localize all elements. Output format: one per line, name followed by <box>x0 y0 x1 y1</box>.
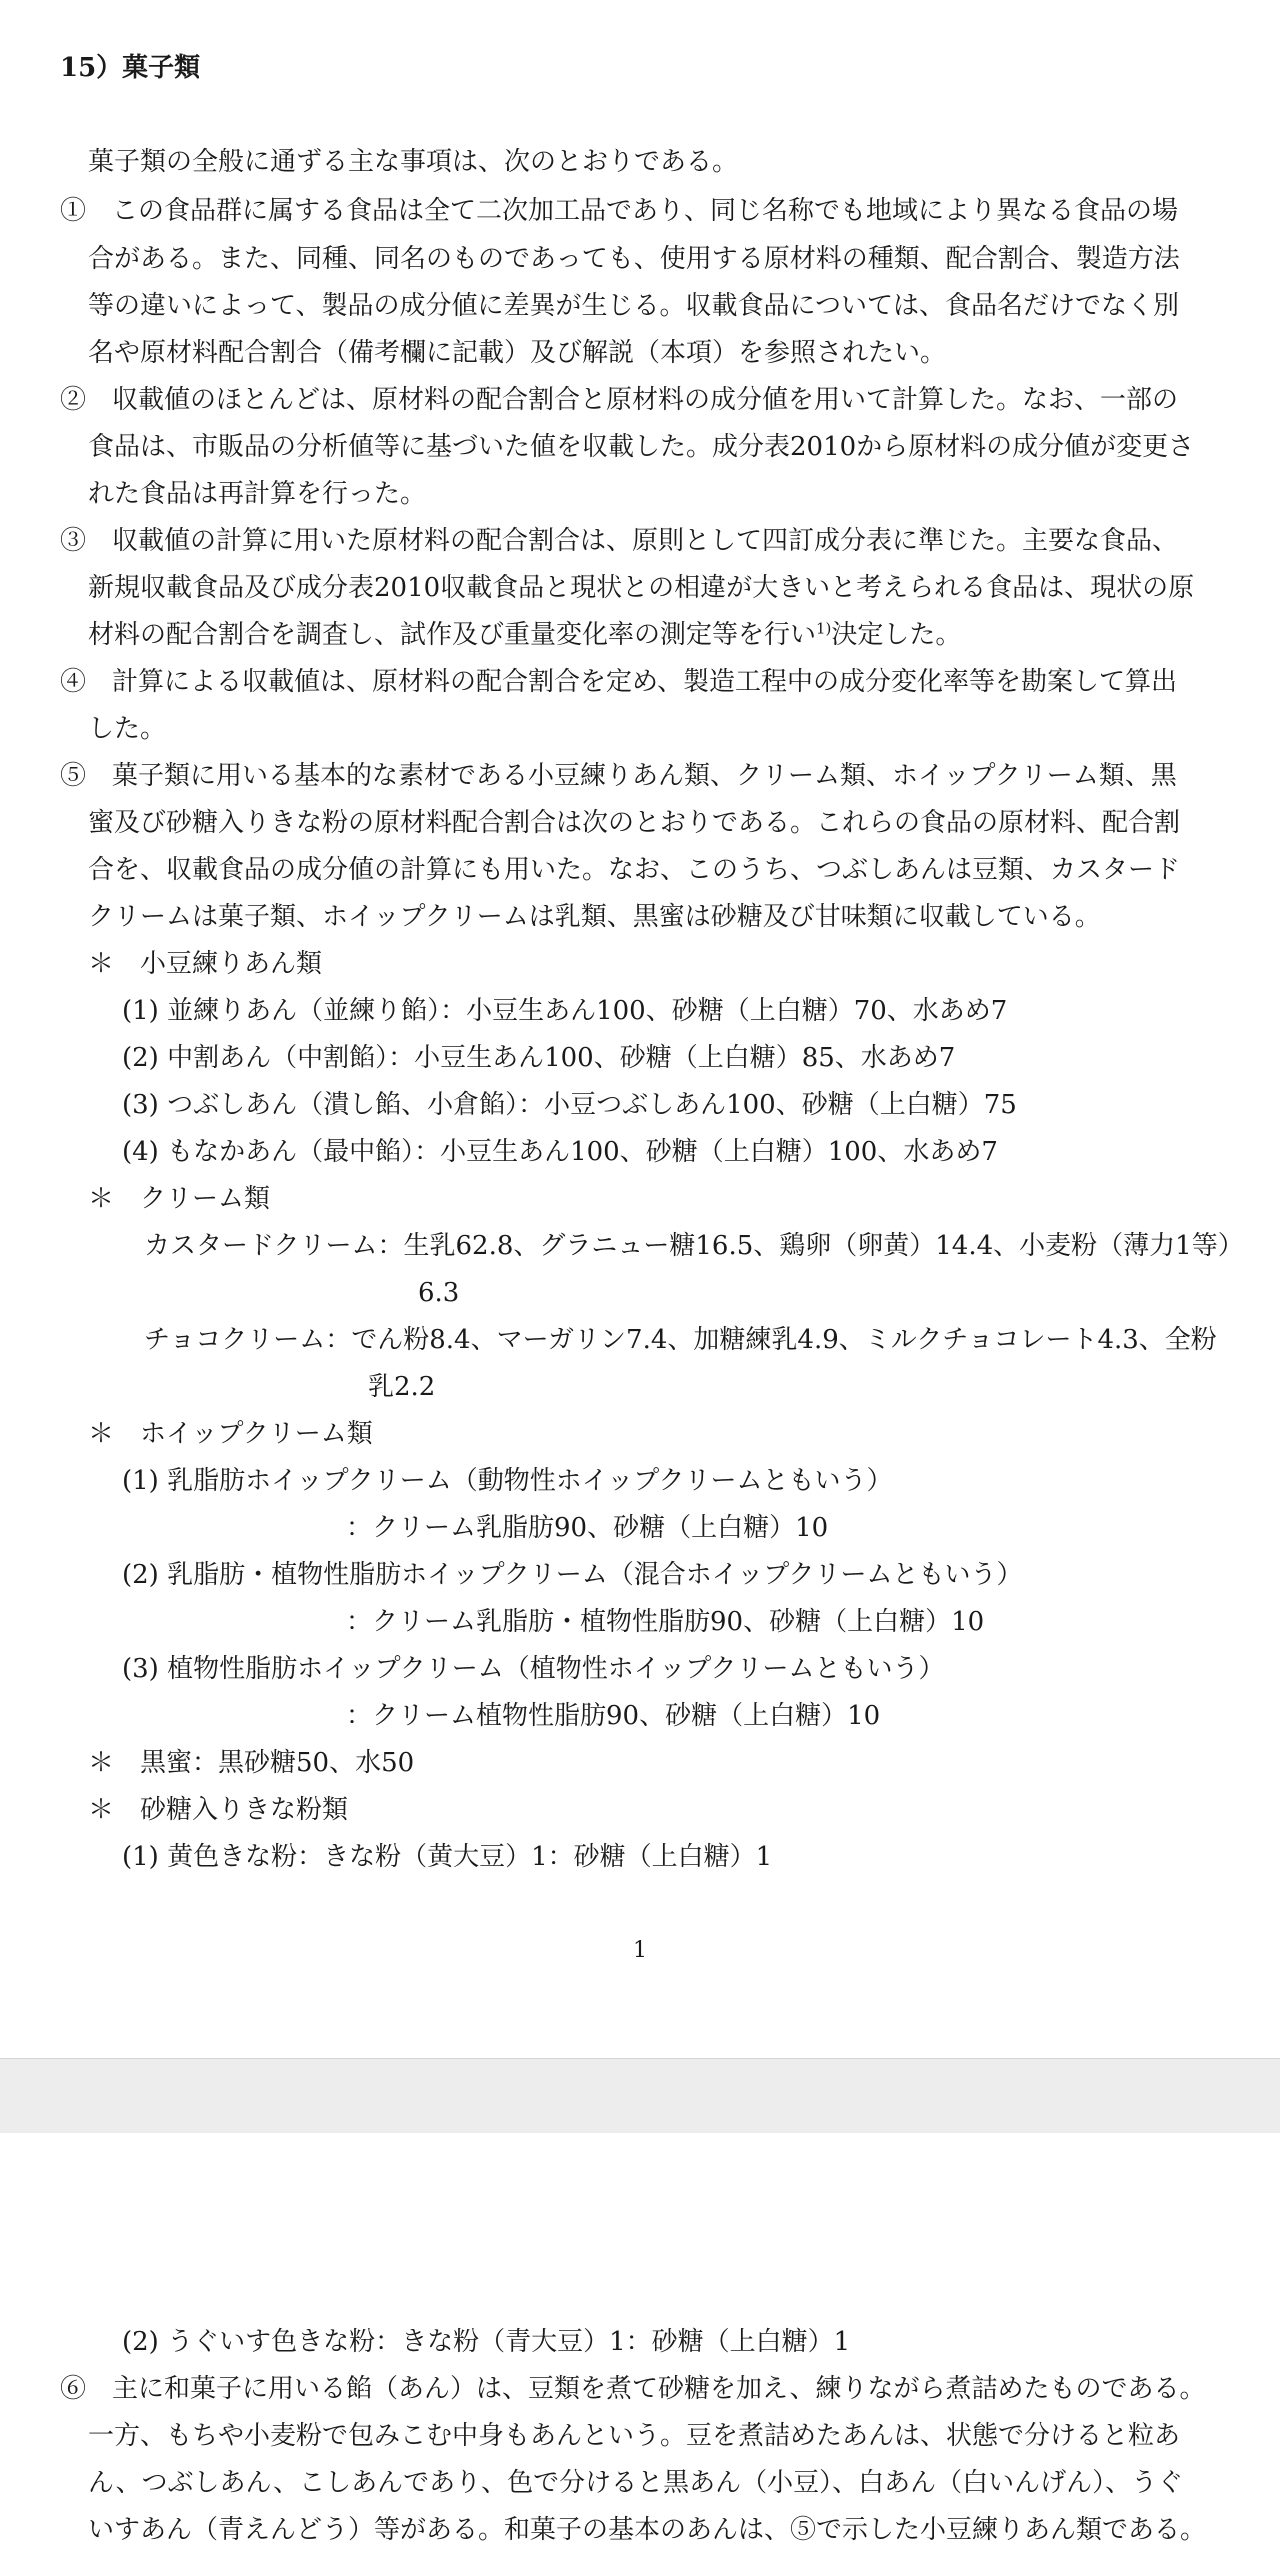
item-3-line-1: ③ 収載値の計算に用いた原材料の配合割合は、原則として四訂成分表に準じた。主要な食品、 <box>60 526 1179 556</box>
item-2-line-3: れた食品は再計算を行った。 <box>88 479 427 509</box>
whipped-cream-item-1: (1) 乳脂肪ホイップクリーム（動物性ホイップクリームともいう） <box>122 1466 893 1496</box>
kinako-item-1: (1) 黄色きな粉：きな粉（黄大豆）1：砂糖（上白糖）1 <box>122 1842 773 1872</box>
item-2-line-2: 食品は、市販品の分析値等に基づいた値を収載した。成分表2010から原材料の成分値が変更さ <box>88 432 1195 462</box>
azuki-an-item-3: (3) つぶしあん（潰し餡、小倉餡）：小豆つぶしあん100、砂糖（上白糖）75 <box>122 1090 1017 1120</box>
item-3-line-3-tail: 決定した。 <box>831 620 962 650</box>
item-6-line-1: ⑥ 主に和菓子に用いる餡（あん）は、豆類を煮て砂糖を加え、練りながら煮詰めたものである。 <box>60 2374 1206 2404</box>
subheading-cream: ＊ クリーム類 <box>88 1184 271 1214</box>
item-4-line-2: した。 <box>88 714 167 744</box>
item-6-line-3: ん、つぶしあん、こしあんであり、色で分けると黒あん（小豆）、白あん（白いんげん）、うぐ <box>88 2468 1184 2498</box>
item-6-line-4: いすあん（青えんどう）等がある。和菓子の基本のあんは、⑤で示した小豆練りあん類である。 <box>88 2515 1207 2545</box>
item-3-line-3 <box>88 619 961 651</box>
choco-cream-line-2: 乳2.2 <box>368 1372 436 1402</box>
item-5-line-1: ⑤ 菓子類に用いる基本的な素材である小豆練りあん類、クリーム類、ホイップクリーム類、黒 <box>60 761 1177 791</box>
page-number: 1 <box>633 1938 647 1963</box>
choco-cream-line-1: チョコクリーム：でん粉8.4、マーガリン7.4、加糖練乳4.9、ミルクチョコレート4.3、全粉 <box>144 1325 1217 1355</box>
azuki-an-item-1: (1) 並練りあん（並練り餡）：小豆生あん100、砂糖（上白糖）70、水あめ7 <box>122 996 1008 1026</box>
subheading-whipped-cream: ＊ ホイップクリーム類 <box>88 1419 373 1449</box>
azuki-an-item-4: (4) もなかあん（最中餡）：小豆生あん100、砂糖（上白糖）100、水あめ7 <box>122 1137 998 1167</box>
azuki-an-item-2: (2) 中割あん（中割餡）：小豆生あん100、砂糖（上白糖）85、水あめ7 <box>122 1043 956 1073</box>
custard-cream-line-1: カスタードクリーム：生乳62.8、グラニュー糖16.5、鶏卵（卵黄）14.4、小麦粉（薄力1等） <box>144 1231 1244 1261</box>
item-3-line-3-text: 材料の配合割合を調査し、試作及び重量変化率の測定等を行い <box>88 620 817 650</box>
item-5-line-4: クリームは菓子類、ホイップクリームは乳類、黒蜜は砂糖及び甘味類に収載している。 <box>88 902 1101 932</box>
item-1-line-4: 名や原材料配合割合（備考欄に記載）及び解説（本項）を参照されたい。 <box>88 338 947 368</box>
item-5-line-3: 合を、収載食品の成分値の計算にも用いた。なお、このうち、つぶしあんは豆類、カスタード <box>88 855 1181 885</box>
item-1-line-1: ① この食品群に属する食品は全て二次加工品であり、同じ名称でも地域により異なる食品の場 <box>60 196 1179 226</box>
document-page-2 <box>0 2133 1280 2568</box>
kinako-item-2: (2) うぐいす色きな粉：きな粉（青大豆）1：砂糖（上白糖）1 <box>122 2327 851 2357</box>
page-separator <box>0 2058 1280 2134</box>
item-4-line-1: ④ 計算による収載値は、原材料の配合割合を定め、製造工程中の成分変化率等を勘案して算出 <box>60 667 1177 697</box>
whipped-cream-item-2-ratio: ：クリーム乳脂肪・植物性脂肪90、砂糖（上白糖）10 <box>346 1607 985 1637</box>
whipped-cream-item-1-ratio: ：クリーム乳脂肪90、砂糖（上白糖）10 <box>346 1513 829 1543</box>
item-1-line-2: 合がある。また、同種、同名のものであっても、使用する原材料の種類、配合割合、製造方法 <box>88 244 1180 274</box>
item-2-line-1: ② 収載値のほとんどは、原材料の配合割合と原材料の成分値を用いて計算した。なお、一部の <box>60 385 1179 415</box>
subheading-azuki-an: ＊ 小豆練りあん類 <box>88 949 323 979</box>
intro-line: 菓子類の全般に通ずる主な事項は、次のとおりである。 <box>88 147 739 177</box>
whipped-cream-item-3-ratio: ：クリーム植物性脂肪90、砂糖（上白糖）10 <box>346 1701 881 1731</box>
whipped-cream-item-3: (3) 植物性脂肪ホイップクリーム（植物性ホイップクリームともいう） <box>122 1654 945 1684</box>
item-5-line-2: 蜜及び砂糖入りきな粉の原材料配合割合は次のとおりである。これらの食品の原材料、配合割 <box>88 808 1181 838</box>
custard-cream-line-2: 6.3 <box>418 1278 460 1308</box>
section-heading: 15）菓子類 <box>60 53 201 83</box>
kuromitsu-line: ＊ 黒蜜：黒砂糖50、水50 <box>88 1748 415 1778</box>
item-1-line-3: 等の違いによって、製品の成分値に差異が生じる。収載食品については、食品名だけでなく別 <box>88 291 1179 321</box>
whipped-cream-item-2: (2) 乳脂肪・植物性脂肪ホイップクリーム（混合ホイップクリームともいう） <box>122 1560 1023 1590</box>
subheading-kinako: ＊ 砂糖入りきな粉類 <box>88 1795 349 1825</box>
footnote-marker: 1) <box>816 619 832 638</box>
item-3-line-2: 新規収載食品及び成分表2010収載食品と現状との相違が大きいと考えられる食品は、現状の原 <box>88 573 1195 603</box>
item-6-line-2: 一方、もちや小麦粉で包みこむ中身もあんという。豆を煮詰めたあんは、状態で分けると粒あ <box>88 2421 1181 2451</box>
